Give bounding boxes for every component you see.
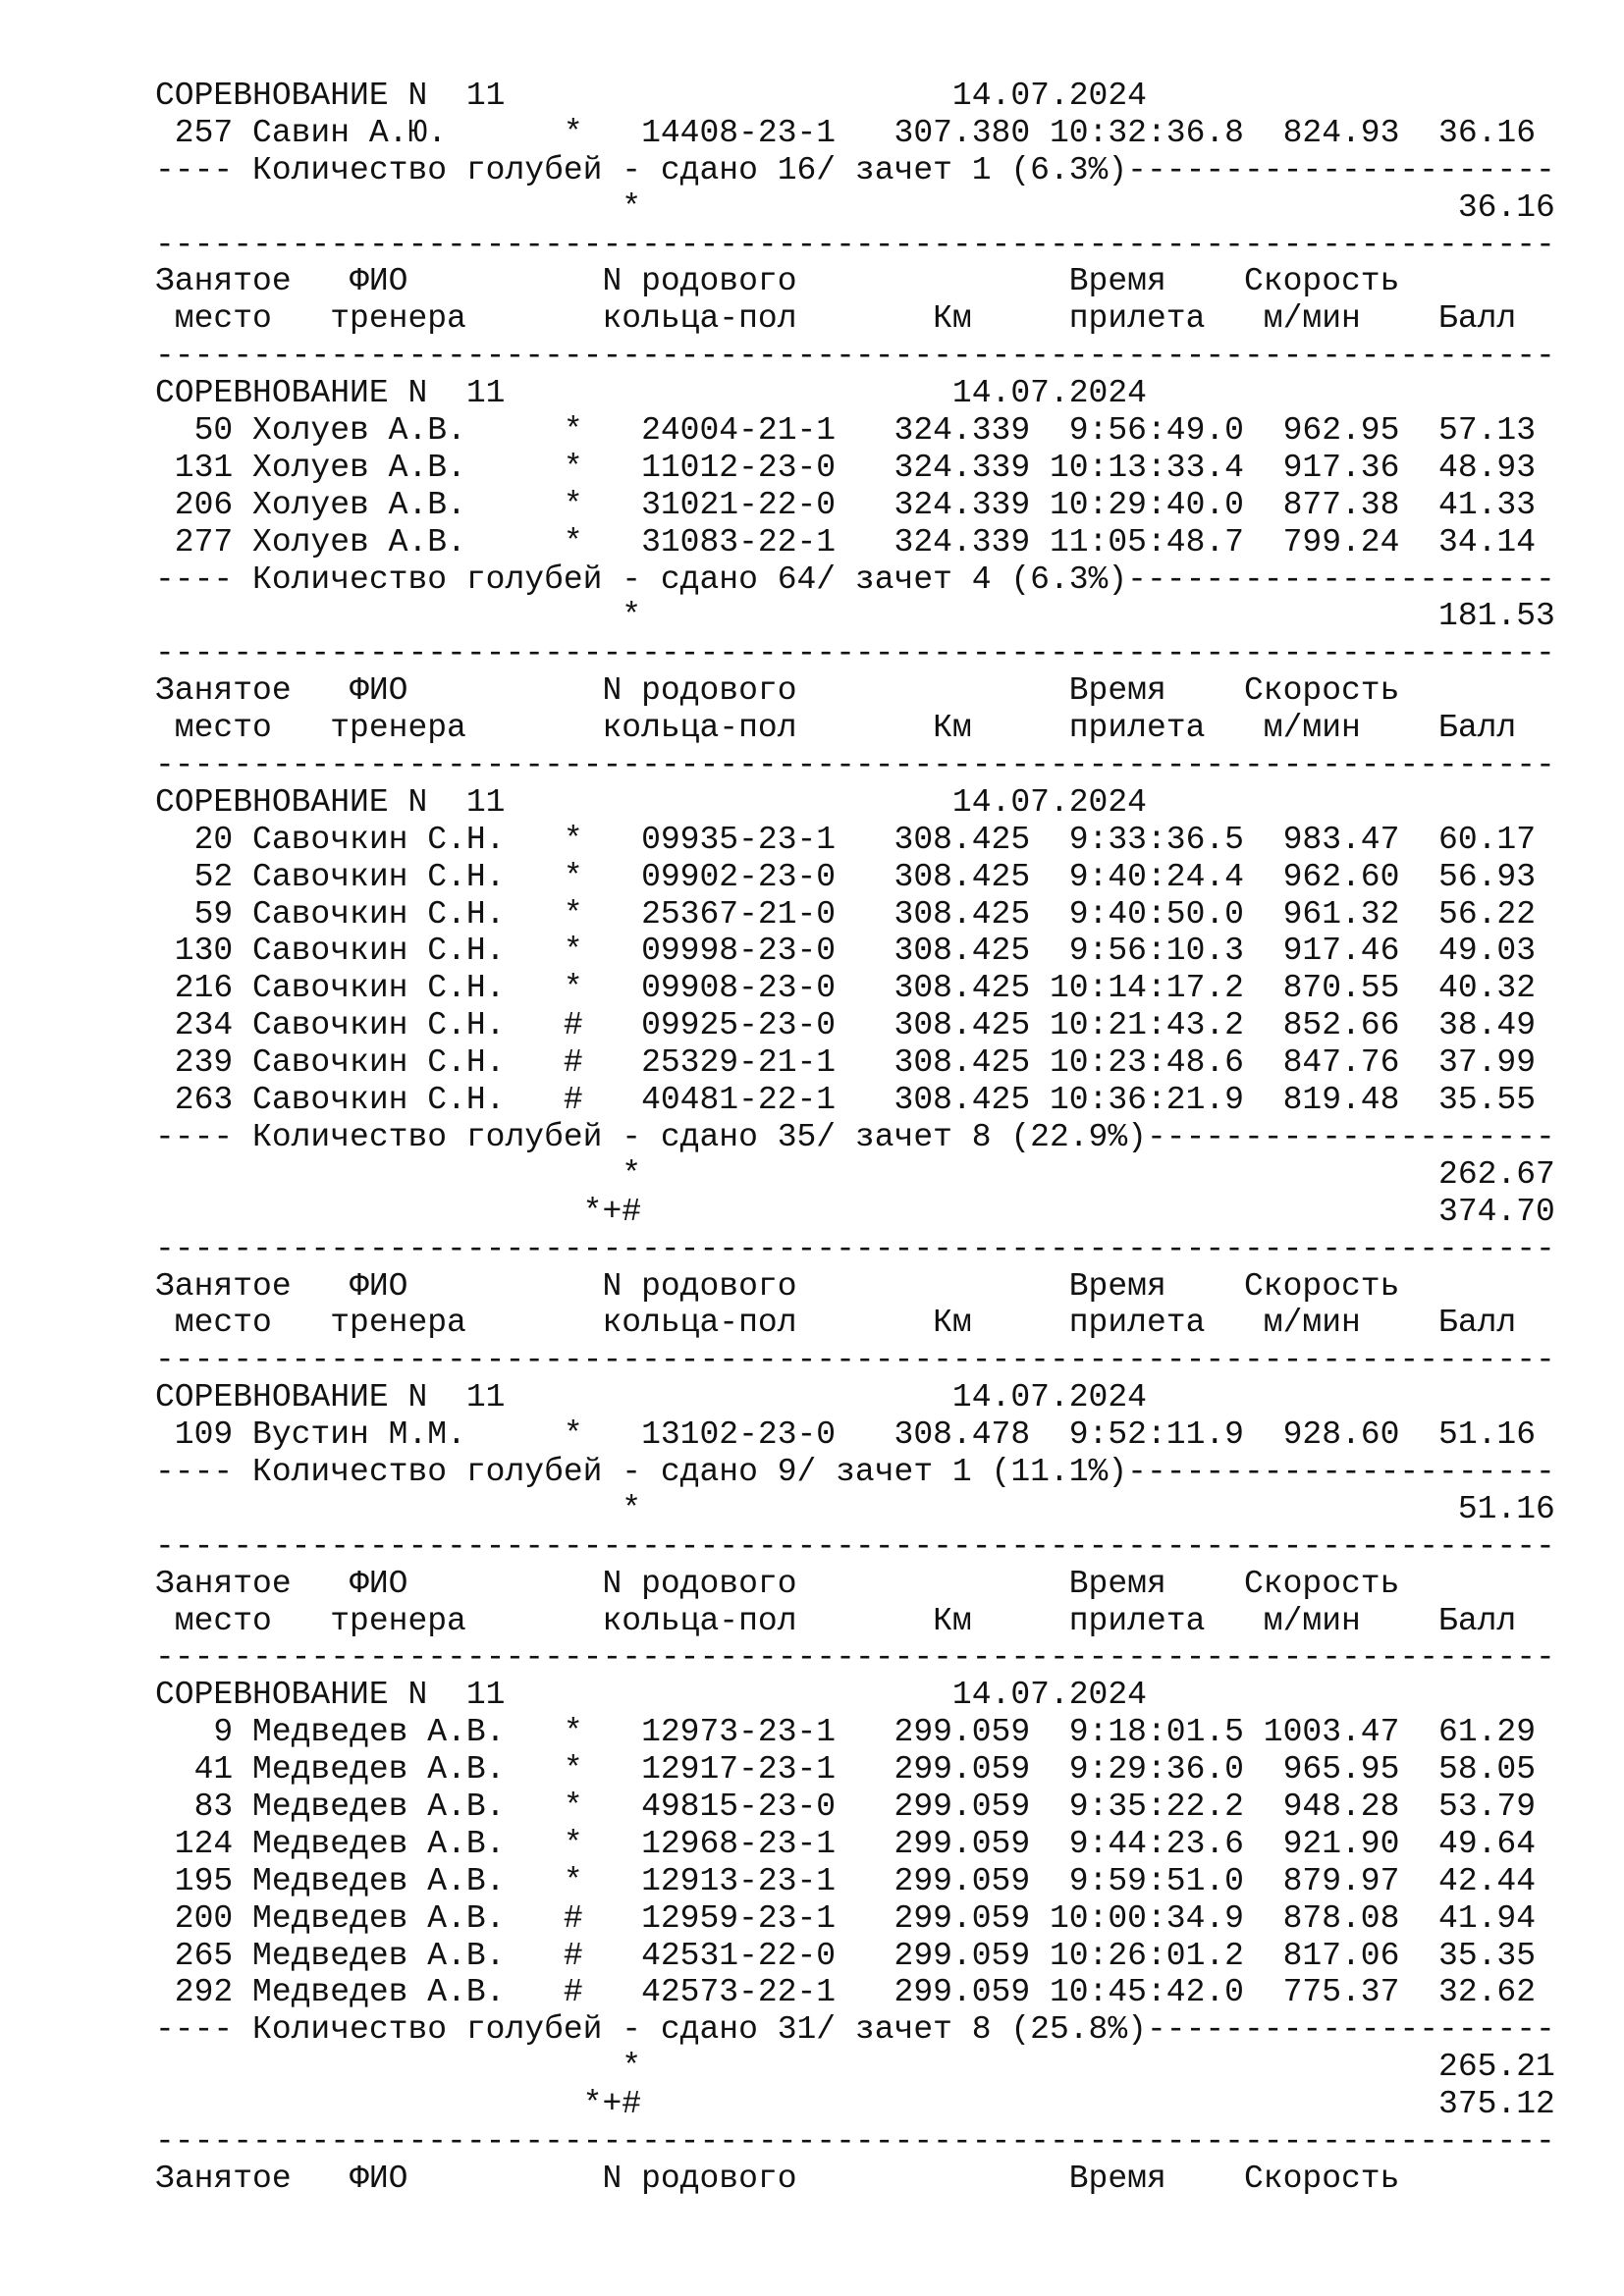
report-line: 257 Савин А.Ю. * 14408-23-1 307.380 10:32:36.8 824.93 36.16 <box>155 114 1537 151</box>
report-line: ------------------------------------------------------------------------ <box>155 747 1555 784</box>
report-line: ------------------------------------------------------------------------ <box>155 338 1555 375</box>
report-line: 239 Савочкин С.Н. # 25329-21-1 308.425 10:23:48.6 847.76 37.99 <box>155 1044 1537 1082</box>
report-line: СОРЕВНОВАНИЕ N 11 14.07.2024 <box>155 783 1147 821</box>
report-line: ---- Количество голубей - сдано 35/ зачет 8 (22.9%)--------------------- <box>155 1118 1555 1155</box>
report-line: ---- Количество голубей - сдано 16/ зачет 1 (6.3%)---------------------- <box>155 151 1555 188</box>
report-line: 131 Холуев А.В. * 11012-23-0 324.339 10:13:33.4 917.36 48.93 <box>155 449 1537 486</box>
report-line: ------------------------------------------------------------------------ <box>155 1527 1555 1565</box>
report-line: место тренера кольца-пол Км прилета м/мин Балл <box>155 1305 1517 1342</box>
report-line: Занятое ФИО N родового Время Скорость <box>155 2160 1400 2197</box>
report-line: 50 Холуев А.В. * 24004-21-1 324.339 9:56:49.0 962.95 57.13 <box>155 412 1537 450</box>
report-line: Занятое ФИО N родового Время Скорость <box>155 263 1400 300</box>
report-line: * 265.21 <box>155 2049 1555 2086</box>
report-line: * 262.67 <box>155 1155 1555 1193</box>
report-line: 20 Савочкин С.Н. * 09935-23-1 308.425 9:33:36.5 983.47 60.17 <box>155 821 1537 858</box>
report-line: *+# 375.12 <box>155 2086 1555 2123</box>
report-line: 292 Медведев А.В. # 42573-22-1 299.059 10:45:42.0 775.37 32.62 <box>155 1974 1537 2011</box>
report-line: ------------------------------------------------------------------------ <box>155 635 1555 672</box>
report-line: ---- Количество голубей - сдано 31/ зачет 8 (25.8%)--------------------- <box>155 2011 1555 2049</box>
report-line: ---- Количество голубей - сдано 9/ зачет 1 (11.1%)---------------------- <box>155 1453 1555 1490</box>
report-line: ------------------------------------------------------------------------ <box>155 1230 1555 1267</box>
report-line: СОРЕВНОВАНИЕ N 11 14.07.2024 <box>155 1379 1147 1416</box>
report-line: СОРЕВНОВАНИЕ N 11 14.07.2024 <box>155 1677 1147 1714</box>
report-line: *+# 374.70 <box>155 1193 1555 1230</box>
report-line: 109 Вустин М.М. * 13102-23-0 308.478 9:52:11.9 928.60 51.16 <box>155 1416 1537 1454</box>
report-line: 265 Медведев А.В. # 42531-22-0 299.059 10:26:01.2 817.06 35.35 <box>155 1937 1537 1974</box>
report-line: 130 Савочкин С.Н. * 09998-23-0 308.425 9:56:10.3 917.46 49.03 <box>155 933 1537 970</box>
report-line: * 36.16 <box>155 188 1555 226</box>
report-line: СОРЕВНОВАНИЕ N 11 14.07.2024 <box>155 78 1147 114</box>
report-line: место тренера кольца-пол Км прилета м/мин Балл <box>155 710 1517 747</box>
report-line: ------------------------------------------------------------------------ <box>155 226 1555 263</box>
report-line: Занятое ФИО N родового Время Скорость <box>155 672 1400 710</box>
report-line: 124 Медведев А.В. * 12968-23-1 299.059 9:44:23.6 921.90 49.64 <box>155 1825 1537 1862</box>
report-line: 195 Медведев А.В. * 12913-23-1 299.059 9:59:51.0 879.97 42.44 <box>155 1862 1537 1899</box>
report-line: 234 Савочкин С.Н. # 09925-23-0 308.425 10:21:43.2 852.66 38.49 <box>155 1007 1537 1044</box>
report-line: место тренера кольца-пол Км прилета м/мин Балл <box>155 1602 1517 1639</box>
report-line: 9 Медведев А.В. * 12973-23-1 299.059 9:18:01.5 1003.47 61.29 <box>155 1714 1537 1751</box>
report-line: 83 Медведев А.В. * 49815-23-0 299.059 9:35:22.2 948.28 53.79 <box>155 1788 1537 1825</box>
report-line: место тренера кольца-пол Км прилета м/мин Балл <box>155 300 1517 338</box>
results-report <box>155 78 1579 2198</box>
report-line: 263 Савочкин С.Н. # 40481-22-1 308.425 10:36:21.9 819.48 35.55 <box>155 1082 1537 1119</box>
report-line: 277 Холуев А.В. * 31083-22-1 324.339 11:05:48.7 799.24 34.14 <box>155 523 1537 561</box>
report-line: СОРЕВНОВАНИЕ N 11 14.07.2024 <box>155 375 1147 412</box>
report-line: * 181.53 <box>155 598 1555 635</box>
report-line: 52 Савочкин С.Н. * 09902-23-0 308.425 9:40:24.4 962.60 56.93 <box>155 858 1537 895</box>
report-line: * 51.16 <box>155 1490 1555 1527</box>
report-line: ------------------------------------------------------------------------ <box>155 1639 1555 1677</box>
report-line: 59 Савочкин С.Н. * 25367-21-0 308.425 9:40:50.0 961.32 56.22 <box>155 895 1537 933</box>
report-line: Занятое ФИО N родового Время Скорость <box>155 1267 1400 1305</box>
report-line: ------------------------------------------------------------------------ <box>155 1342 1555 1379</box>
report-line: ---- Количество голубей - сдано 64/ зачет 4 (6.3%)---------------------- <box>155 561 1555 598</box>
report-line: Занятое ФИО N родового Время Скорость <box>155 1565 1400 1602</box>
report-line: ------------------------------------------------------------------------ <box>155 2122 1555 2160</box>
report-line: 216 Савочкин С.Н. * 09908-23-0 308.425 10:14:17.2 870.55 40.32 <box>155 970 1537 1007</box>
report-line: 200 Медведев А.В. # 12959-23-1 299.059 10:00:34.9 878.08 41.94 <box>155 1899 1537 1937</box>
report-line: 206 Холуев А.В. * 31021-22-0 324.339 10:29:40.0 877.38 41.33 <box>155 486 1537 523</box>
report-line: 41 Медведев А.В. * 12917-23-1 299.059 9:29:36.0 965.95 58.05 <box>155 1751 1537 1789</box>
